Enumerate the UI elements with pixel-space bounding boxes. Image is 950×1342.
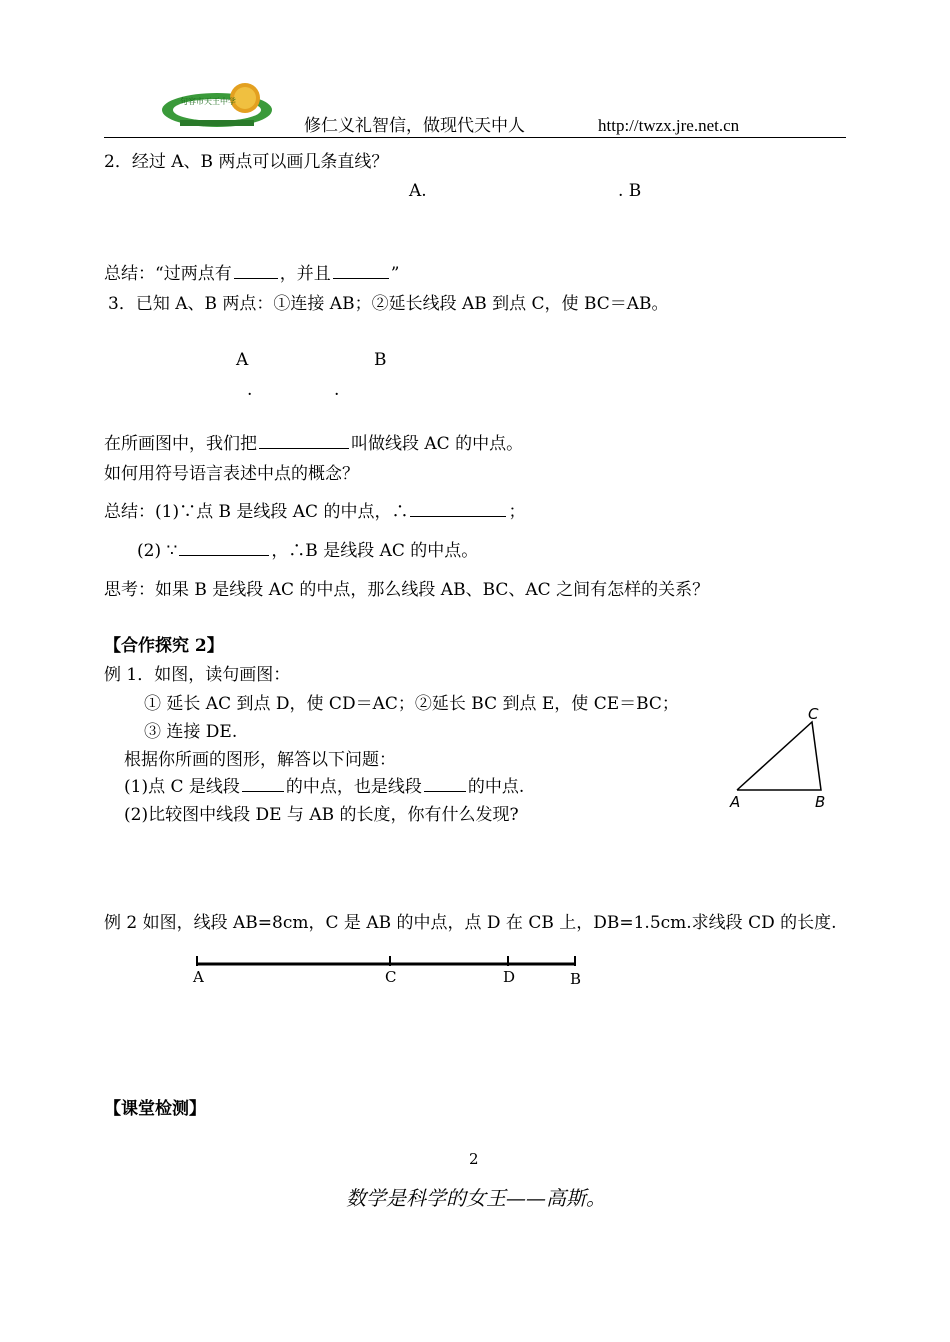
section2-title: 【合作探究 2】: [104, 636, 224, 656]
q3-dot-a: .: [247, 380, 253, 400]
ex1-step1: ① 延长 AC 到点 D，使 CD＝AC；②延长 BC 到点 E，使 CE＝BC；: [144, 694, 679, 714]
q3-label-b: B: [374, 350, 387, 370]
midpoint-summary-2: (2) ∵ ，∴B 是线段 AC 的中点。: [137, 541, 479, 561]
ex1-q1: (1)点 C 是线段 的中点，也是线段 的中点.: [124, 777, 525, 797]
ex1-q2: (2)比较图中线段 DE 与 AB 的长度，你有什么发现?: [124, 805, 519, 825]
ex1-title: 例 1．如图，读句画图：: [104, 665, 291, 685]
footer-quote: 数学是科学的女王——高斯。: [346, 1186, 606, 1210]
triangle-label-c: C: [808, 705, 819, 723]
section3-title: 【课堂检测】: [104, 1099, 206, 1119]
q3-label-a: A: [236, 350, 249, 370]
segment-label-a: A: [193, 968, 204, 986]
page-number: 2: [469, 1150, 479, 1168]
ex1-step2: ③ 连接 DE.: [144, 722, 238, 742]
header-url: http://twzx.jre.net.cn: [598, 116, 740, 135]
midpoint-line2: 如何用符号语言表述中点的概念？: [104, 464, 359, 484]
q3-dot-b: .: [334, 380, 340, 400]
segment-label-b: B: [570, 970, 582, 988]
header-rule: [104, 137, 846, 138]
triangle-label-a: A: [730, 793, 741, 811]
q3-text: 3．已知 A、B 两点：①连接 AB；②延长线段 AB 到点 C，使 BC＝AB。: [108, 294, 669, 314]
triangle-label-b: B: [815, 793, 826, 811]
ex2-text: 例 2 如图，线段 AB=8cm，C 是 AB 的中点，点 D 在 CB 上，DB=1.5cm.求线段 CD 的长度.: [104, 913, 837, 933]
segment-label-d: D: [503, 968, 516, 986]
logo-text: 句容市天王中学: [180, 97, 236, 106]
q2-point-a: A.: [409, 181, 427, 201]
midpoint-summary-1: 总结：(1)∵点 B 是线段 AC 的中点，∴ ；: [104, 502, 526, 522]
q2-point-b: . B: [618, 181, 642, 201]
header-motto: 修仁义礼智信，做现代天中人: [304, 116, 525, 136]
ex1-prompt: 根据你所画的图形，解答以下问题：: [124, 750, 396, 770]
segment-label-c: C: [385, 968, 397, 986]
midpoint-think: 思考：如果 B 是线段 AC 的中点，那么线段 AB、BC、AC 之间有怎样的关系？: [104, 580, 710, 600]
q2-text: 2．经过 A、B 两点可以画几条直线？: [104, 152, 389, 172]
summary-1: 总结：“过两点有 ，并且 ”: [104, 264, 400, 284]
midpoint-line1: 在所画图中，我们把 叫做线段 AC 的中点。: [104, 434, 524, 454]
school-logo: [160, 80, 275, 130]
